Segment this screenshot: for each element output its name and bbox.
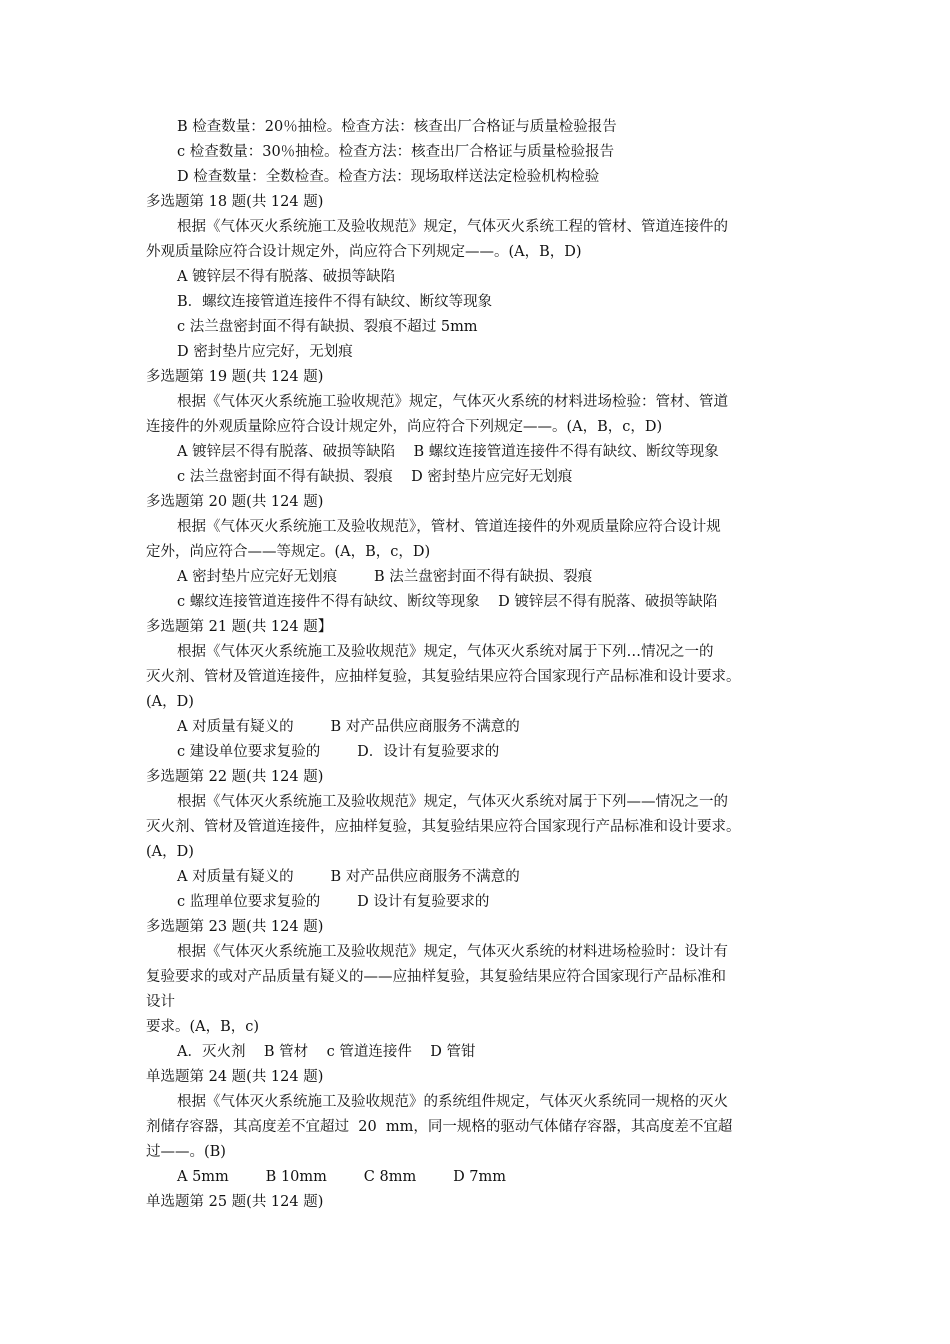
question-18-text-cont: 外观质量除应符合设计规定外，尚应符合下列规定——。(A，B，D) bbox=[146, 244, 582, 260]
question-20-options-cd: c 螺纹连接管道连接件不得有缺纹、断纹等现象 D 镀锌层不得有脱落、破损等缺陷 bbox=[177, 594, 718, 610]
option-b-inspection: B 检查数量：20％抽检。检查方法：核查出厂合格证与质量检验报告 bbox=[177, 119, 617, 135]
question-header-23: 多选题第 23 题(共 124 题) bbox=[146, 919, 324, 935]
question-header-20: 多选题第 20 题(共 124 题) bbox=[146, 494, 324, 510]
question-19-text: 根据《气体灭火系统施工验收规范》规定，气体灭火系统的材料进场检验：管材、管道 bbox=[177, 394, 728, 410]
question-24-text-cont: 剂储存容器，其高度差不宜超过 20 mm，同一规格的驱动气体储存容器，其高度差不宜超 bbox=[146, 1119, 733, 1135]
question-24-options: A 5mm B 10mm C 8mm D 7mm bbox=[177, 1169, 507, 1185]
question-22-options-ab: A 对质量有疑义的 B 对产品供应商服务不满意的 bbox=[177, 869, 520, 885]
option-d-inspection: D 检查数量：全数检查。检查方法：现场取样送法定检验机构检验 bbox=[177, 169, 600, 185]
question-22-answer: (A，D) bbox=[146, 844, 194, 860]
question-21-text-cont: 灭火剂、管材及管道连接件，应抽样复验，其复验结果应符合国家现行产品标准和设计要求。 bbox=[146, 669, 741, 685]
question-19-options-cd: c 法兰盘密封面不得有缺损、裂痕 D 密封垫片应完好无划痕 bbox=[177, 469, 573, 485]
question-23-options: A．灭火剂 B 管材 c 管道连接件 D 管钳 bbox=[177, 1044, 476, 1060]
question-header-24: 单选题第 24 题(共 124 题) bbox=[146, 1069, 324, 1085]
question-23-text-cont2: 设计 bbox=[146, 994, 175, 1010]
question-header-22: 多选题第 22 题(共 124 题) bbox=[146, 769, 324, 785]
question-23-text-cont: 复验要求的或对产品质量有疑义的——应抽样复验，其复验结果应符合国家现行产品标准和 bbox=[146, 969, 726, 985]
question-21-text: 根据《气体灭火系统施工及验收规范》规定，气体灭火系统对属于下列…情况之一的 bbox=[177, 644, 714, 660]
question-19-options-ab: A 镀锌层不得有脱落、破损等缺陷 B 螺纹连接管道连接件不得有缺纹、断纹等现象 bbox=[177, 444, 719, 460]
question-21-options-cd: c 建设单位要求复验的 D．设计有复验要求的 bbox=[177, 744, 500, 760]
question-header-18: 多选题第 18 题(共 124 题) bbox=[146, 194, 324, 210]
question-24-text: 根据《气体灭火系统施工及验收规范》的系统组件规定，气体灭火系统同一规格的灭火 bbox=[177, 1094, 728, 1110]
question-21-answer: (A，D) bbox=[146, 694, 194, 710]
question-18-option-d: D 密封垫片应完好，无划痕 bbox=[177, 344, 353, 360]
question-18-option-a: A 镀锌层不得有脱落、破损等缺陷 bbox=[177, 269, 396, 285]
question-22-text: 根据《气体灭火系统施工及验收规范》规定，气体灭火系统对属于下列——情况之一的 bbox=[177, 794, 728, 810]
question-18-option-c: c 法兰盘密封面不得有缺损、裂痕不超过 5mm bbox=[177, 319, 478, 335]
question-header-25: 单选题第 25 题(共 124 题) bbox=[146, 1194, 324, 1210]
question-20-options-ab: A 密封垫片应完好无划痕 B 法兰盘密封面不得有缺损、裂痕 bbox=[177, 569, 593, 585]
question-20-text-cont: 定外，尚应符合——等规定。(A，B，c，D) bbox=[146, 544, 431, 560]
question-22-options-cd: c 监理单位要求复验的 D 设计有复验要求的 bbox=[177, 894, 490, 910]
question-24-answer: 过——。(B) bbox=[146, 1144, 226, 1160]
question-19-text-cont: 连接件的外观质量除应符合设计规定外，尚应符合下列规定——。(A，B，c，D) bbox=[146, 419, 663, 435]
option-c-inspection: c 检查数量：30％抽检。检查方法：核查出厂合格证与质量检验报告 bbox=[177, 144, 615, 160]
question-header-19: 多选题第 19 题(共 124 题) bbox=[146, 369, 324, 385]
question-18-option-b: B．螺纹连接管道连接件不得有缺纹、断纹等现象 bbox=[177, 294, 493, 310]
question-18-text: 根据《气体灭火系统施工及验收规范》规定，气体灭火系统工程的管材、管道连接件的 bbox=[177, 219, 728, 235]
question-header-21: 多选题第 21 题(共 124 题】 bbox=[146, 619, 333, 635]
question-22-text-cont: 灭火剂、管材及管道连接件，应抽样复验，其复验结果应符合国家现行产品标准和设计要求。 bbox=[146, 819, 741, 835]
question-20-text: 根据《气体灭火系统施工及验收规范》，管材、管道连接件的外观质量除应符合设计规 bbox=[177, 519, 721, 535]
question-23-answer: 要求。(A，B，c) bbox=[146, 1019, 260, 1035]
question-23-text: 根据《气体灭火系统施工及验收规范》规定，气体灭火系统的材料进场检验时：设计有 bbox=[177, 944, 728, 960]
question-21-options-ab: A 对质量有疑义的 B 对产品供应商服务不满意的 bbox=[177, 719, 520, 735]
